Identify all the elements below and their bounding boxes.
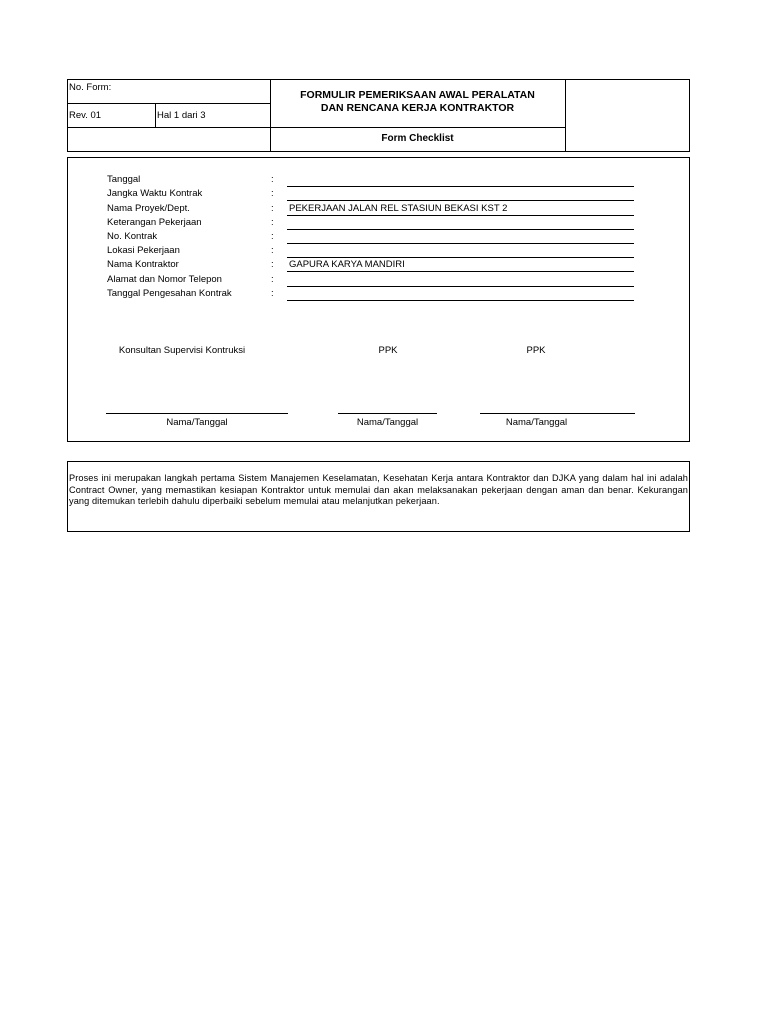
signature-title-ppk: PPK (526, 345, 546, 356)
signature-name-date-label: Nama/Tanggal (505, 417, 568, 428)
field-underline (287, 257, 634, 258)
field-value[interactable]: PEKERJAAN JALAN REL STASIUN BEKASI KST 2 (289, 203, 508, 214)
signature-line (480, 413, 635, 414)
signature-name-date-label: Nama/Tanggal (356, 417, 419, 428)
form-subtitle: Form Checklist (381, 133, 454, 144)
field-label: Jangka Waktu Kontrak (107, 188, 203, 199)
field-colon: : (271, 231, 274, 242)
field-colon: : (271, 203, 274, 214)
signature-title-ppk: PPK (378, 345, 398, 356)
field-value[interactable]: GAPURA KARYA MANDIRI (289, 259, 405, 270)
field-underline (287, 286, 634, 287)
field-underline (287, 243, 634, 244)
process-description: Proses ini merupakan langkah pertama Sistem Manajemen Keselamatan, Kesehatan Kerja antara Kontraktor dan DJKA yang dalam hal ini adalah Contract Owner, yang memastikan kesiapan Kontraktor untuk memulai dan akan melaksanakan pekerjaan dengan aman dan benar. Kekurangan yang ditemukan terlebih dahulu diperbaiki sebelum memulai atau melanjutkan pekerjaan. (69, 473, 688, 506)
field-label: Nama Kontraktor (107, 259, 179, 270)
header-divider (155, 103, 156, 127)
field-underline (287, 186, 634, 187)
field-colon: : (271, 174, 274, 185)
field-colon: : (271, 288, 274, 299)
form-title-line1: FORMULIR PEMERIKSAAN AWAL PERALATAN (300, 89, 535, 101)
field-label: Tanggal (107, 174, 141, 185)
field-colon: : (271, 188, 274, 199)
header-divider (565, 79, 566, 152)
field-underline (287, 215, 634, 216)
header-divider (67, 103, 271, 104)
field-colon: : (271, 274, 274, 285)
field-underline (287, 271, 634, 272)
top-rule (287, 157, 634, 158)
field-colon: : (271, 259, 274, 270)
field-underline (287, 300, 634, 301)
form-title-line2: DAN RENCANA KERJA KONTRAKTOR (320, 102, 515, 114)
field-label: Tanggal Pengesahan Kontrak (107, 288, 232, 299)
field-label: Alamat dan Nomor Telepon (107, 274, 222, 285)
field-label: Nama Proyek/Dept. (107, 203, 190, 214)
no-form-label: No. Form: (69, 82, 112, 93)
page-count-label: Hal 1 dari 3 (157, 110, 206, 121)
field-underline (287, 200, 634, 201)
field-label: Lokasi Pekerjaan (107, 245, 180, 256)
field-underline (287, 229, 634, 230)
field-label: Keterangan Pekerjaan (107, 217, 202, 228)
field-colon: : (271, 217, 274, 228)
field-label: No. Kontrak (107, 231, 158, 242)
field-colon: : (271, 245, 274, 256)
signature-title-konsultan: Konsultan Supervisi Kontruksi (118, 345, 246, 356)
signature-name-date-label: Nama/Tanggal (166, 417, 228, 428)
revision-label: Rev. 01 (69, 110, 102, 121)
form-title (270, 89, 565, 115)
signature-line (106, 413, 288, 414)
signature-line (338, 413, 437, 414)
header-divider (67, 127, 566, 128)
